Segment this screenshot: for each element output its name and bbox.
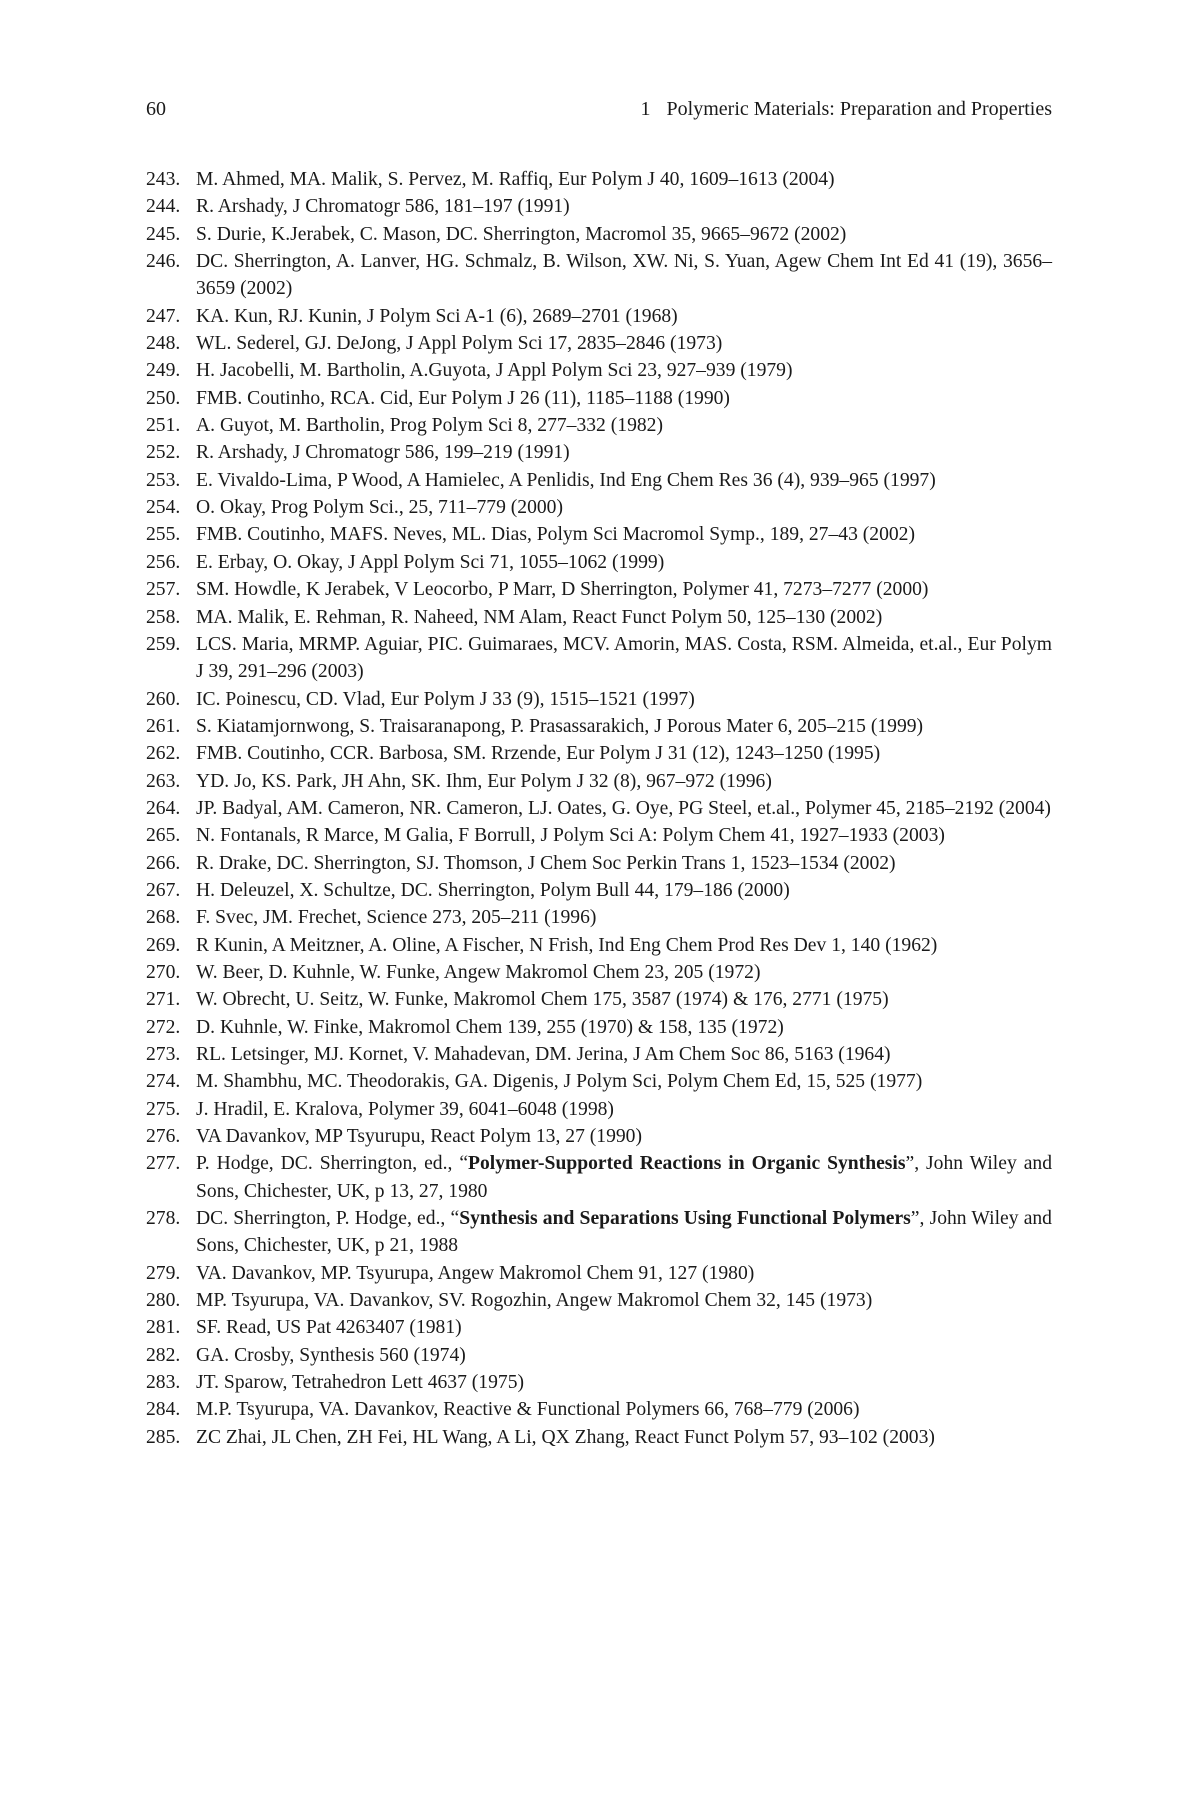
- reference-number: 281.: [146, 1317, 181, 1339]
- reference-text: ZC Zhai, JL Chen, ZH Fei, HL Wang, A Li, QX Zhang, React Funct Polym 57, 93–102 (2003): [196, 1426, 935, 1448]
- reference-text: VA Davankov, MP Tsyurupu, React Polym 13, 27 (1990): [196, 1126, 643, 1148]
- reference-number: 250.: [146, 387, 181, 409]
- reference-item: [146, 1041, 1052, 1068]
- reference-item: [146, 330, 1052, 357]
- reference-text: M. Shambhu, MC. Theodorakis, GA. Digenis, J Polym Sci, Polym Chem Ed, 15, 525 (1977): [196, 1071, 923, 1093]
- reference-number: 284.: [146, 1399, 181, 1421]
- reference-item: [146, 1205, 1052, 1260]
- page-number: 60: [146, 98, 166, 120]
- reference-item: [146, 1096, 1052, 1123]
- reference-number: 245.: [146, 223, 181, 245]
- reference-text: MP. Tsyurupa, VA. Davankov, SV. Rogozhin, Angew Makromol Chem 32, 145 (1973): [196, 1290, 873, 1312]
- reference-text: E. Erbay, O. Okay, J Appl Polym Sci 71, 1055–1062 (1999): [196, 551, 665, 573]
- chapter-title: Polymeric Materials: Preparation and Properties: [666, 98, 1052, 120]
- reference-item: [146, 604, 1052, 631]
- reference-number: 263.: [146, 770, 181, 792]
- reference-number: 244.: [146, 196, 181, 218]
- reference-text: S. Kiatamjornwong, S. Traisaranapong, P. Prasassarakich, J Porous Mater 6, 205–215 (1999): [196, 715, 924, 737]
- reference-text: KA. Kun, RJ. Kunin, J Polym Sci A-1 (6), 2689–2701 (1968): [196, 305, 678, 327]
- reference-item: [146, 1369, 1052, 1396]
- reference-text: E. Vivaldo-Lima, P Wood, A Hamielec, A Penlidis, Ind Eng Chem Res 36 (4), 939–965 (1997): [196, 469, 936, 491]
- reference-text: H. Deleuzel, X. Schultze, DC. Sherrington, Polym Bull 44, 179–186 (2000): [196, 879, 790, 901]
- reference-item: [146, 877, 1052, 904]
- reference-item: [146, 1150, 1052, 1205]
- reference-text: W. Beer, D. Kuhnle, W. Funke, Angew Makromol Chem 23, 205 (1972): [196, 961, 761, 983]
- chapter-number: 1: [640, 98, 651, 120]
- running-title: [641, 96, 1052, 122]
- reference-book-title: Polymer-Supported Reactions in Organic Synthesis: [468, 1153, 906, 1175]
- reference-item: [146, 795, 1052, 822]
- reference-number: 254.: [146, 497, 181, 519]
- reference-text: H. Jacobelli, M. Bartholin, A.Guyota, J Appl Polym Sci 23, 927–939 (1979): [196, 360, 793, 382]
- reference-number: 267.: [146, 879, 181, 901]
- reference-number: 261.: [146, 715, 181, 737]
- reference-item: [146, 1342, 1052, 1369]
- reference-text: S. Durie, K.Jerabek, C. Mason, DC. Sherrington, Macromol 35, 9665–9672 (2002): [196, 223, 847, 245]
- reference-item: [146, 385, 1052, 412]
- reference-item: [146, 1260, 1052, 1287]
- reference-number: 270.: [146, 961, 181, 983]
- reference-number: 268.: [146, 907, 181, 929]
- reference-text: GA. Crosby, Synthesis 560 (1974): [196, 1344, 466, 1366]
- reference-number: 253.: [146, 469, 181, 491]
- reference-number: 266.: [146, 852, 181, 874]
- reference-item: [146, 932, 1052, 959]
- reference-number: 283.: [146, 1372, 181, 1394]
- reference-number: 248.: [146, 333, 181, 355]
- reference-number: 259.: [146, 633, 181, 655]
- reference-text-pre: P. Hodge, DC. Sherrington, ed., “: [196, 1153, 469, 1175]
- reference-text: LCS. Maria, MRMP. Aguiar, PIC. Guimaraes, MCV. Amorin, MAS. Costa, RSM. Almeida, et.al., Eur Polym J 39, 291–296 (2003): [196, 633, 1052, 683]
- reference-number: 275.: [146, 1098, 181, 1120]
- reference-number: 274.: [146, 1071, 181, 1093]
- reference-item: [146, 713, 1052, 740]
- reference-number: 282.: [146, 1344, 181, 1366]
- reference-text: D. Kuhnle, W. Finke, Makromol Chem 139, 255 (1970) & 158, 135 (1972): [196, 1016, 784, 1038]
- reference-text: RL. Letsinger, MJ. Kornet, V. Mahadevan, DM. Jerina, J Am Chem Soc 86, 5163 (1964): [196, 1044, 891, 1065]
- reference-number: 277.: [146, 1153, 181, 1175]
- reference-text: FMB. Coutinho, CCR. Barbosa, SM. Rrzende, Eur Polym J 31 (12), 1243–1250 (1995): [196, 743, 881, 765]
- reference-text: R. Drake, DC. Sherrington, SJ. Thomson, J Chem Soc Perkin Trans 1, 1523–1534 (2002): [196, 852, 896, 874]
- reference-text: WL. Sederel, GJ. DeJong, J Appl Polym Sci 17, 2835–2846 (1973): [196, 333, 723, 355]
- reference-item: [146, 303, 1052, 330]
- reference-text: F. Svec, JM. Frechet, Science 273, 205–211 (1996): [196, 907, 597, 929]
- reference-text: R. Arshady, J Chromatogr 586, 199–219 (1991): [196, 442, 570, 464]
- reference-number: 260.: [146, 688, 181, 710]
- reference-text: IC. Poinescu, CD. Vlad, Eur Polym J 33 (9), 1515–1521 (1997): [196, 688, 695, 710]
- reference-item: [146, 740, 1052, 767]
- reference-item: [146, 1287, 1052, 1314]
- reference-item: [146, 412, 1052, 439]
- reference-item: [146, 494, 1052, 521]
- reference-number: 278.: [146, 1208, 181, 1230]
- reference-item: [146, 822, 1052, 849]
- reference-text: DC. Sherrington, A. Lanver, HG. Schmalz, B. Wilson, XW. Ni, S. Yuan, Agew Chem Int Ed 41 (19), 3656–3659 (2002): [196, 251, 1052, 300]
- reference-item: [146, 576, 1052, 603]
- reference-item: [146, 248, 1052, 303]
- reference-text: R. Arshady, J Chromatogr 586, 181–197 (1991): [196, 196, 570, 218]
- reference-number: 262.: [146, 743, 181, 765]
- reference-number: 269.: [146, 934, 181, 956]
- reference-text: JT. Sparow, Tetrahedron Lett 4637 (1975): [196, 1372, 525, 1394]
- reference-item: [146, 986, 1052, 1013]
- reference-number: 285.: [146, 1426, 181, 1448]
- reference-number: 255.: [146, 524, 181, 546]
- reference-number: 279.: [146, 1262, 181, 1284]
- reference-text: VA. Davankov, MP. Tsyurupa, Angew Makromol Chem 91, 127 (1980): [196, 1262, 755, 1284]
- reference-text: R Kunin, A Meitzner, A. Oline, A Fischer, N Frish, Ind Eng Chem Prod Res Dev 1, 140 (1962): [196, 934, 938, 956]
- reference-text: JP. Badyal, AM. Cameron, NR. Cameron, LJ. Oates, G. Oye, PG Steel, et.al., Polymer 45, 2185–2192 (2004): [196, 797, 1051, 819]
- reference-list: [146, 166, 1052, 1451]
- reference-number: 257.: [146, 579, 181, 601]
- reference-text: YD. Jo, KS. Park, JH Ahn, SK. Ihm, Eur Polym J 32 (8), 967–972 (1996): [196, 770, 772, 792]
- reference-item: [146, 467, 1052, 494]
- reference-number: 271.: [146, 989, 181, 1011]
- reference-item: [146, 768, 1052, 795]
- reference-text: SM. Howdle, K Jerabek, V Leocorbo, P Marr, D Sherrington, Polymer 41, 7273–7277 (2000): [196, 579, 929, 601]
- reference-text: M.P. Tsyurupa, VA. Davankov, Reactive & Functional Polymers 66, 768–779 (2006): [196, 1399, 860, 1421]
- reference-number: 247.: [146, 305, 181, 327]
- reference-number: 251.: [146, 415, 181, 437]
- reference-item: [146, 631, 1052, 686]
- reference-text: [196, 1150, 1052, 1205]
- reference-item: [146, 1314, 1052, 1341]
- reference-item: [146, 686, 1052, 713]
- reference-book-title: Synthesis and Separations Using Functional Polymers: [459, 1208, 911, 1230]
- reference-number: 249.: [146, 360, 181, 382]
- reference-item: [146, 357, 1052, 384]
- reference-text: [196, 1205, 1052, 1260]
- reference-number: 276.: [146, 1126, 181, 1148]
- reference-item: [146, 1068, 1052, 1095]
- reference-item: [146, 166, 1052, 193]
- reference-item: [146, 904, 1052, 931]
- reference-item: [146, 850, 1052, 877]
- reference-text: M. Ahmed, MA. Malik, S. Pervez, M. Raffiq, Eur Polym J 40, 1609–1613 (2004): [196, 169, 835, 190]
- reference-item: [146, 1424, 1052, 1451]
- reference-text: FMB. Coutinho, MAFS. Neves, ML. Dias, Polym Sci Macromol Symp., 189, 27–43 (2002): [196, 524, 916, 546]
- reference-text: N. Fontanals, R Marce, M Galia, F Borrull, J Polym Sci A: Polym Chem 41, 1927–1933 (2003): [196, 825, 945, 847]
- reference-number: 246.: [146, 251, 181, 273]
- reference-text: J. Hradil, E. Kralova, Polymer 39, 6041–6048 (1998): [196, 1098, 614, 1120]
- reference-item: [146, 959, 1052, 986]
- reference-number: 252.: [146, 442, 181, 464]
- reference-number: 272.: [146, 1016, 181, 1038]
- reference-item: [146, 549, 1052, 576]
- reference-text: MA. Malik, E. Rehman, R. Naheed, NM Alam, React Funct Polym 50, 125–130 (2002): [196, 606, 883, 628]
- reference-number: 265.: [146, 825, 181, 847]
- reference-item: [146, 439, 1052, 466]
- reference-item: [146, 1014, 1052, 1041]
- reference-number: 258.: [146, 606, 181, 628]
- reference-text-pre: DC. Sherrington, P. Hodge, ed., “: [196, 1208, 460, 1230]
- reference-item: [146, 1123, 1052, 1150]
- reference-item: [146, 193, 1052, 220]
- reference-text-post: ”, John Wiley and Sons, Chichester, UK, p 13, 27, 1980: [196, 1153, 1052, 1202]
- reference-text: A. Guyot, M. Bartholin, Prog Polym Sci 8, 277–332 (1982): [196, 415, 663, 437]
- reference-number: 264.: [146, 797, 181, 819]
- reference-text: FMB. Coutinho, RCA. Cid, Eur Polym J 26 (11), 1185–1188 (1990): [196, 387, 730, 409]
- reference-number: 243.: [146, 169, 181, 190]
- reference-number: 273.: [146, 1044, 181, 1065]
- reference-item: [146, 1396, 1052, 1423]
- reference-number: 280.: [146, 1290, 181, 1312]
- reference-text: SF. Read, US Pat 4263407 (1981): [196, 1317, 462, 1339]
- reference-text-post: ”, John Wiley and Sons, Chichester, UK, p 21, 1988: [196, 1208, 1052, 1257]
- reference-text: W. Obrecht, U. Seitz, W. Funke, Makromol Chem 175, 3587 (1974) & 176, 2771 (1975): [196, 989, 889, 1011]
- reference-item: [146, 221, 1052, 248]
- reference-item: [146, 521, 1052, 548]
- reference-number: 256.: [146, 551, 181, 573]
- reference-text: O. Okay, Prog Polym Sci., 25, 711–779 (2000): [196, 497, 564, 519]
